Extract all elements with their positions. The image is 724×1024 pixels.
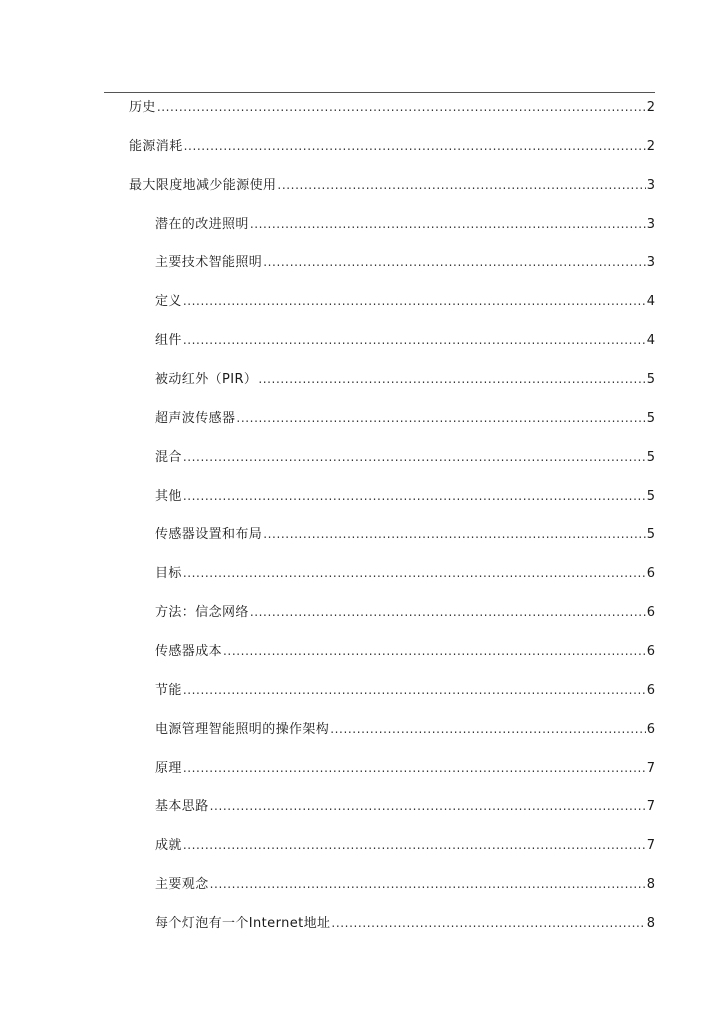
toc-page-number: 4 bbox=[646, 294, 655, 310]
toc-dot-leader bbox=[263, 524, 646, 544]
toc-entry-title: 潜在的改进照明 bbox=[155, 216, 249, 232]
toc-dot-leader bbox=[277, 175, 646, 195]
toc-entry[interactable] bbox=[155, 563, 655, 583]
toc-entry[interactable] bbox=[155, 913, 655, 933]
toc-dot-leader bbox=[183, 758, 646, 778]
toc-entry-title: 主要技术智能照明 bbox=[155, 255, 263, 271]
toc-page-number: 3 bbox=[646, 177, 655, 193]
toc-entry-title: 电源管理智能照明的操作架构 bbox=[155, 721, 330, 737]
toc-entry[interactable] bbox=[155, 758, 655, 778]
toc-entry-title: 历史 bbox=[129, 100, 156, 115]
toc-page-number: 5 bbox=[646, 449, 655, 465]
toc-page-number: 8 bbox=[646, 877, 655, 892]
toc-entry-title: 定义 bbox=[155, 294, 182, 310]
toc-dot-leader bbox=[183, 680, 646, 700]
toc-entry[interactable] bbox=[155, 602, 655, 622]
toc-entry-title: 目标 bbox=[155, 566, 182, 582]
toc-dot-leader bbox=[210, 796, 646, 816]
toc-entry-title: 组件 bbox=[155, 333, 182, 349]
toc-entry-title: 传感器成本 bbox=[155, 643, 223, 659]
toc-entry[interactable] bbox=[155, 680, 655, 700]
toc-page-number: 6 bbox=[646, 566, 655, 582]
toc-dot-leader bbox=[331, 913, 646, 933]
toc-dot-leader bbox=[210, 874, 646, 894]
toc-entry-title: 混合 bbox=[155, 449, 182, 465]
toc-entry[interactable] bbox=[129, 97, 655, 117]
toc-page-number: 6 bbox=[646, 605, 655, 620]
toc-dot-leader bbox=[183, 835, 646, 855]
toc-dot-leader bbox=[183, 291, 646, 311]
toc-page-number: 5 bbox=[646, 527, 655, 543]
toc-page-number: 7 bbox=[646, 838, 655, 854]
toc-dot-leader bbox=[223, 641, 646, 661]
toc-dot-leader bbox=[263, 252, 646, 272]
toc-entry[interactable] bbox=[155, 252, 655, 272]
toc-entry[interactable] bbox=[155, 874, 655, 894]
toc-entry-title: 超声波传感器 bbox=[155, 410, 236, 426]
toc-entry[interactable] bbox=[129, 136, 655, 156]
toc-entry-title: 原理 bbox=[155, 760, 182, 776]
toc-page-number: 5 bbox=[646, 371, 655, 387]
toc-page-number: 2 bbox=[646, 100, 655, 115]
toc-page-number: 6 bbox=[646, 682, 655, 698]
toc-page-number: 5 bbox=[646, 410, 655, 426]
toc-entry-title: 主要观念 bbox=[155, 877, 209, 892]
toc-page-number: 6 bbox=[646, 721, 655, 737]
toc-dot-leader bbox=[183, 447, 646, 467]
toc-entry[interactable] bbox=[155, 486, 655, 506]
toc-dot-leader bbox=[250, 214, 646, 234]
toc-entry[interactable] bbox=[155, 524, 655, 544]
toc-page-number: 7 bbox=[646, 799, 655, 815]
toc-entry[interactable] bbox=[155, 369, 655, 389]
toc-entry[interactable] bbox=[155, 641, 655, 661]
toc-dot-leader bbox=[236, 408, 646, 428]
toc-entry-title: 最大限度地减少能源使用 bbox=[129, 177, 277, 193]
toc-entry-title: 能源消耗 bbox=[129, 138, 183, 154]
toc-entry-title: 每个灯泡有一个Internet地址 bbox=[155, 915, 331, 931]
toc-entry[interactable] bbox=[155, 214, 655, 234]
toc-page-number: 7 bbox=[646, 760, 655, 776]
toc-page-number: 5 bbox=[646, 488, 655, 504]
toc-page-number: 3 bbox=[646, 216, 655, 232]
toc-entry[interactable] bbox=[155, 835, 655, 855]
toc-entry-title: 被动红外（PIR） bbox=[155, 371, 258, 387]
toc-entry[interactable] bbox=[155, 291, 655, 311]
toc-dot-leader bbox=[250, 602, 646, 622]
toc-page-number: 4 bbox=[646, 333, 655, 349]
toc-dot-leader bbox=[184, 136, 646, 156]
toc-dot-leader bbox=[183, 330, 646, 350]
toc-entry[interactable] bbox=[155, 447, 655, 467]
toc-entry[interactable] bbox=[155, 408, 655, 428]
toc-dot-leader bbox=[183, 563, 646, 583]
toc-entry-title: 其他 bbox=[155, 488, 182, 504]
toc-dot-leader bbox=[330, 719, 646, 739]
toc-entry-title: 基本思路 bbox=[155, 799, 209, 815]
toc-entry[interactable] bbox=[129, 175, 655, 195]
toc-page-number: 8 bbox=[646, 915, 655, 931]
toc-entry[interactable] bbox=[155, 330, 655, 350]
toc-page-number: 2 bbox=[646, 138, 655, 154]
toc-entry-title: 成就 bbox=[155, 838, 182, 854]
toc-dot-leader bbox=[157, 97, 646, 117]
header-rule bbox=[104, 92, 655, 93]
toc-entry-title: 传感器设置和布局 bbox=[155, 527, 263, 543]
toc-page-number: 3 bbox=[646, 255, 655, 271]
toc-dot-leader bbox=[258, 369, 646, 389]
toc-entry-title: 节能 bbox=[155, 682, 182, 698]
toc-entry-title: 方法：信念网络 bbox=[155, 605, 249, 620]
toc-dot-leader bbox=[183, 486, 646, 506]
toc-entry[interactable] bbox=[155, 719, 655, 739]
toc-entry[interactable] bbox=[155, 796, 655, 816]
toc-page-number: 6 bbox=[646, 643, 655, 659]
